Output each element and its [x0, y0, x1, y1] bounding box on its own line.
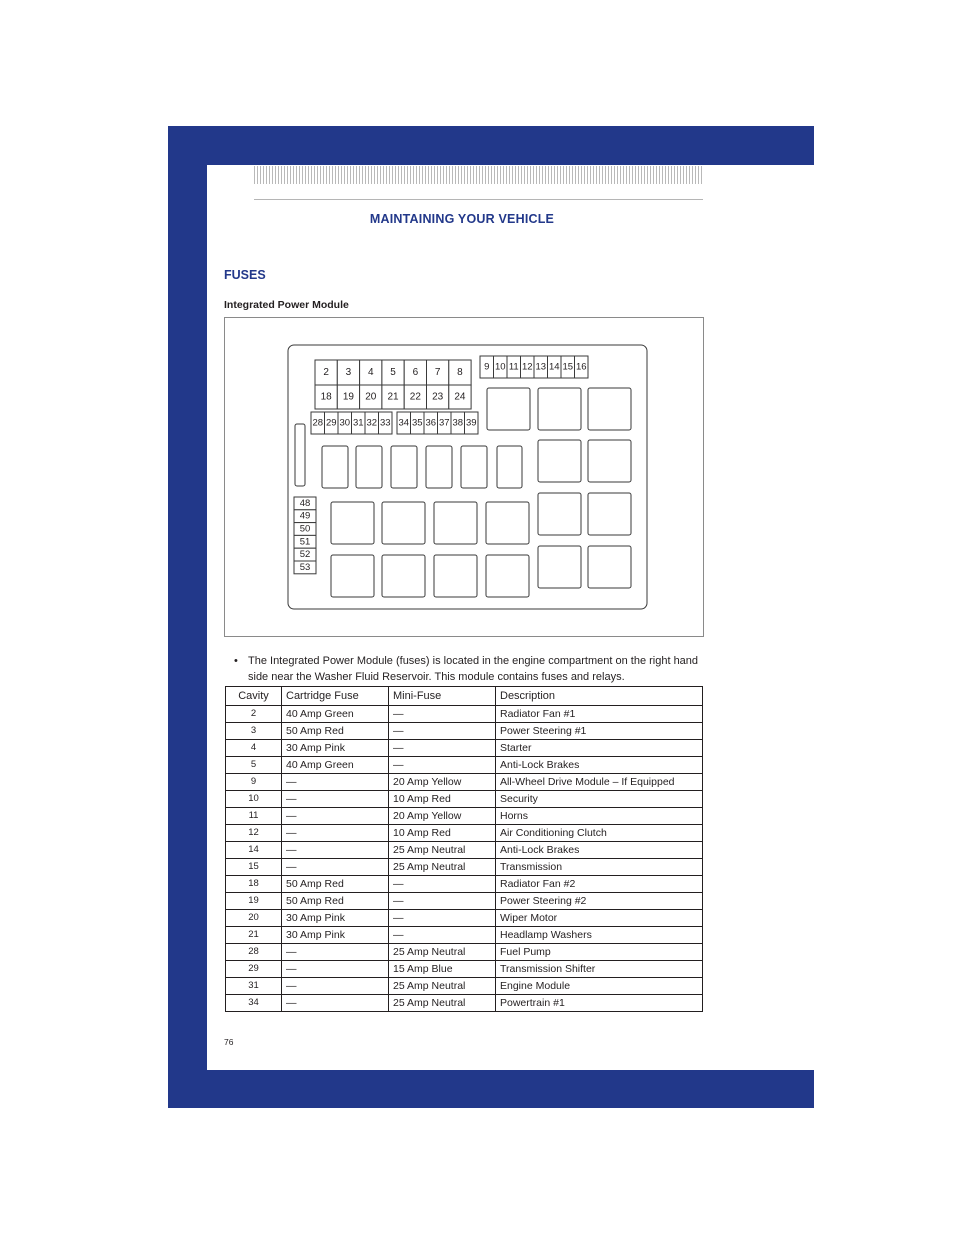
fuse-table-header — [226, 687, 703, 706]
mini-fuse-cell-label: 14 — [548, 361, 560, 373]
cell-cartridge: 30 Amp Pink — [282, 740, 389, 757]
cell-cavity: 11 — [226, 808, 282, 825]
cell-cavity: 29 — [226, 961, 282, 978]
mini-fuse-cell-label: 38 — [452, 417, 464, 429]
relay — [382, 502, 425, 544]
cell-cavity: 15 — [226, 859, 282, 876]
cell-cavity: 28 — [226, 944, 282, 961]
cell-mini: — — [389, 927, 496, 944]
table-row — [226, 910, 703, 927]
cartridge-fuse-cell-label: 22 — [409, 391, 421, 403]
cell-description: All-Wheel Drive Module – If Equipped — [496, 774, 703, 791]
mini-fuse-cell-label: 34 — [398, 417, 410, 429]
cell-cartridge: 30 Amp Pink — [282, 927, 389, 944]
cell-mini: 10 Amp Red — [389, 791, 496, 808]
chapter-header: MAINTAINING YOUR VEHICLE — [369, 212, 555, 226]
side-fuse-cell-label: 51 — [299, 536, 311, 548]
cell-cartridge: 40 Amp Green — [282, 706, 389, 723]
cell-cavity: 14 — [226, 842, 282, 859]
cell-mini: 20 Amp Yellow — [389, 774, 496, 791]
header-cartridge: Cartridge Fuse — [282, 687, 389, 706]
relay — [434, 555, 477, 597]
cell-cavity: 34 — [226, 995, 282, 1012]
cell-cartridge: — — [282, 859, 389, 876]
cell-description: Transmission — [496, 859, 703, 876]
side-fuse-cell-label: 48 — [299, 497, 311, 509]
mini-fuse-cell-label: 30 — [339, 417, 351, 429]
subsection-title: Integrated Power Module — [224, 299, 349, 311]
mini-fuse-cell-label: 37 — [438, 417, 450, 429]
header-description: Description — [496, 687, 703, 706]
cell-description: Transmission Shifter — [496, 961, 703, 978]
bullet-text: The Integrated Power Module (fuses) is located in the engine compartment on the right hand side near the Washer Fluid Reservoir. This module contains fuses and relays. — [248, 655, 699, 683]
cell-cartridge: — — [282, 978, 389, 995]
cartridge-fuse-cell-label: 3 — [345, 367, 352, 378]
table-row — [226, 808, 703, 825]
section-title: FUSES — [224, 268, 266, 282]
small-relay — [356, 446, 382, 488]
relay — [486, 502, 529, 544]
cartridge-fuse-cell-label: 20 — [365, 391, 377, 403]
cell-description: Engine Module — [496, 978, 703, 995]
side-fuse-cell-label: 53 — [299, 561, 311, 573]
cartridge-fuse-cell-label: 2 — [323, 367, 329, 378]
relay — [538, 440, 581, 482]
table-row — [226, 859, 703, 876]
relay — [588, 493, 631, 535]
cell-cartridge: 30 Amp Pink — [282, 910, 389, 927]
cell-cartridge: 50 Amp Red — [282, 876, 389, 893]
bullet-symbol: • — [234, 655, 238, 667]
cell-cartridge: — — [282, 961, 389, 978]
cell-cavity: 3 — [226, 723, 282, 740]
table-row — [226, 706, 703, 723]
table-row — [226, 723, 703, 740]
mini-fuse-cell-label: 31 — [352, 417, 364, 429]
cartridge-fuse-cell-label: 19 — [342, 391, 355, 403]
relay — [588, 440, 631, 482]
mini-fuse-cell-label: 33 — [379, 417, 391, 429]
relay — [382, 555, 425, 597]
cell-description: Fuel Pump — [496, 944, 703, 961]
cell-cartridge: — — [282, 825, 389, 842]
relay — [538, 546, 581, 588]
mini-fuse-cell-label: 15 — [562, 361, 574, 373]
table-row — [226, 978, 703, 995]
cell-cavity: 19 — [226, 893, 282, 910]
mini-fuse-cell-label: 10 — [494, 361, 506, 373]
cell-mini: 25 Amp Neutral — [389, 842, 496, 859]
mini-fuse-cell-label: 29 — [325, 417, 337, 429]
relay — [434, 502, 477, 544]
cell-mini: 10 Amp Red — [389, 825, 496, 842]
decorative-tick-bar — [254, 166, 703, 184]
cell-description: Security — [496, 791, 703, 808]
cell-mini: 25 Amp Neutral — [389, 859, 496, 876]
table-row — [226, 876, 703, 893]
slot — [295, 424, 305, 486]
relay — [588, 388, 631, 430]
table-row — [226, 944, 703, 961]
cell-cartridge: 50 Amp Red — [282, 893, 389, 910]
cell-mini: 15 Amp Blue — [389, 961, 496, 978]
cell-mini: — — [389, 723, 496, 740]
cell-cavity: 31 — [226, 978, 282, 995]
cell-cavity: 10 — [226, 791, 282, 808]
cell-cavity: 21 — [226, 927, 282, 944]
side-fuse-cell-label: 52 — [299, 549, 311, 561]
cell-description: Power Steering #1 — [496, 723, 703, 740]
mini-fuse-cell-label: 9 — [484, 361, 490, 373]
cartridge-fuse-cell-label: 18 — [320, 391, 332, 403]
side-fuse-cell-label: 49 — [299, 510, 311, 522]
table-row — [226, 961, 703, 978]
mini-fuse-cell-label: 16 — [575, 361, 587, 373]
cell-description: Horns — [496, 808, 703, 825]
cartridge-fuse-cell-label: 23 — [432, 391, 444, 403]
cartridge-fuse-cell-label: 6 — [412, 367, 419, 378]
cartridge-fuse-cell-label: 21 — [387, 391, 399, 403]
cell-cartridge: — — [282, 791, 389, 808]
mini-fuse-cell-label: 11 — [508, 361, 519, 373]
relay — [538, 388, 581, 430]
relay — [331, 555, 374, 597]
mini-fuse-cell-label: 28 — [312, 417, 324, 429]
mini-fuse-cell-label: 39 — [465, 417, 477, 429]
cell-cartridge: — — [282, 842, 389, 859]
info-bullet — [234, 653, 700, 685]
relay — [538, 493, 581, 535]
small-relay — [322, 446, 348, 488]
header-rule — [254, 199, 703, 200]
table-row — [226, 774, 703, 791]
relay — [486, 555, 529, 597]
cell-description: Wiper Motor — [496, 910, 703, 927]
cell-cartridge: 40 Amp Green — [282, 757, 389, 774]
cell-description: Radiator Fan #1 — [496, 706, 703, 723]
table-row — [226, 927, 703, 944]
cell-cavity: 18 — [226, 876, 282, 893]
mini-fuse-cell-label: 13 — [535, 361, 547, 373]
relay — [588, 546, 631, 588]
cell-mini: 25 Amp Neutral — [389, 944, 496, 961]
mini-fuse-cell-label: 32 — [366, 417, 378, 429]
header-mini: Mini-Fuse — [389, 687, 496, 706]
cell-description: Powertrain #1 — [496, 995, 703, 1012]
cell-description: Anti-Lock Brakes — [496, 757, 703, 774]
relay — [331, 502, 374, 544]
cartridge-fuse-cell-label: 7 — [434, 367, 441, 378]
table-row — [226, 757, 703, 774]
header-cavity: Cavity — [226, 687, 282, 706]
cell-cavity: 4 — [226, 740, 282, 757]
table-row — [226, 893, 703, 910]
cell-mini: 25 Amp Neutral — [389, 978, 496, 995]
relay — [487, 388, 530, 430]
cell-mini: — — [389, 893, 496, 910]
cell-mini: 20 Amp Yellow — [389, 808, 496, 825]
cell-description: Air Conditioning Clutch — [496, 825, 703, 842]
cartridge-fuse-cell-label: 5 — [390, 367, 396, 378]
cell-cavity: 5 — [226, 757, 282, 774]
cartridge-fuse-cell-label: 8 — [457, 367, 463, 378]
mini-fuse-cell-label: 36 — [425, 417, 437, 429]
table-row — [226, 740, 703, 757]
cell-mini: — — [389, 740, 496, 757]
mini-fuse-cell-label: 12 — [521, 361, 533, 373]
cell-description: Headlamp Washers — [496, 927, 703, 944]
small-relay — [461, 446, 487, 488]
cell-mini: 25 Amp Neutral — [389, 995, 496, 1012]
fuse-table — [225, 686, 703, 1012]
side-fuse-cell-label: 50 — [299, 523, 311, 535]
table-row — [226, 842, 703, 859]
table-row — [226, 791, 703, 808]
cell-cartridge: — — [282, 944, 389, 961]
small-relay — [497, 446, 522, 488]
cell-description: Anti-Lock Brakes — [496, 842, 703, 859]
table-row — [226, 825, 703, 842]
cell-mini: — — [389, 757, 496, 774]
cartridge-fuse-cell-label: 4 — [367, 367, 374, 378]
cell-cartridge: — — [282, 995, 389, 1012]
mini-fuse-cell-label: 35 — [411, 417, 423, 429]
cell-mini: — — [389, 706, 496, 723]
cell-cavity: 2 — [226, 706, 282, 723]
small-relay — [426, 446, 452, 488]
cell-cavity: 20 — [226, 910, 282, 927]
table-row — [226, 995, 703, 1012]
small-relay — [391, 446, 417, 488]
cell-mini: — — [389, 910, 496, 927]
cell-cartridge: — — [282, 774, 389, 791]
cartridge-fuse-cell-label: 24 — [454, 391, 466, 403]
cell-cavity: 12 — [226, 825, 282, 842]
cell-cartridge: — — [282, 808, 389, 825]
page-number: 76 — [224, 1037, 234, 1047]
cell-description: Power Steering #2 — [496, 893, 703, 910]
cell-description: Radiator Fan #2 — [496, 876, 703, 893]
power-module-diagram — [224, 317, 704, 637]
power-module-svg — [225, 318, 703, 636]
cell-description: Starter — [496, 740, 703, 757]
cell-cartridge: 50 Amp Red — [282, 723, 389, 740]
cell-cavity: 9 — [226, 774, 282, 791]
cell-mini: — — [389, 876, 496, 893]
